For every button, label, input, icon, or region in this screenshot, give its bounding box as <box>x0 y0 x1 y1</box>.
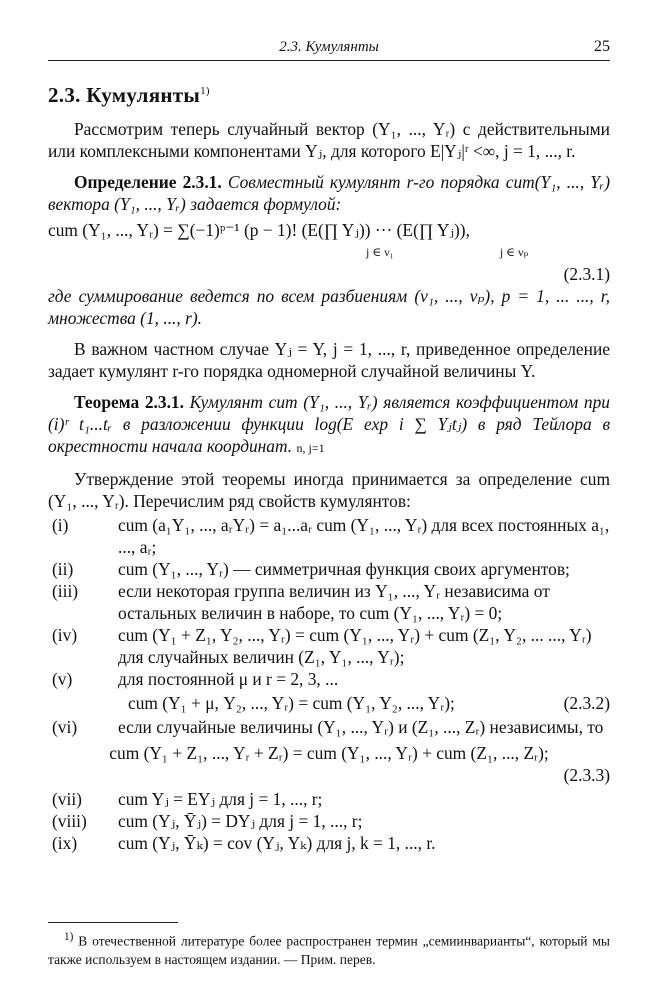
formula-2-3-3-line: cum (Y₁ + Z₁, ..., Yᵣ + Zᵣ) = cum (Y₁, ..., Yᵣ) + cum (Z₁, ..., Zᵣ); <box>109 743 549 763</box>
theorem-sum-bottom: j=1 <box>308 441 325 455</box>
property-item: (iv) cum (Y₁ + Z₁, Y₂, ..., Yᵣ) = cum (Y₁, ..., Yᵣ) + cum (Z₁, Y₂, ... ..., Yᵣ) для случайных величин (Z₁, Y₁, ..., Yᵣ); <box>52 625 592 667</box>
equation-number-2-3-3: (2.3.3) <box>563 765 610 785</box>
summation-note: где суммирование ведется по всем разбиениям (ν₁, ..., νₚ), p = 1, ... ..., r, множества (1, ..., r). <box>48 286 610 328</box>
footnote-rule <box>48 922 178 923</box>
property-item: (v) для постоянной μ и r = 2, 3, ... <box>52 669 339 689</box>
properties-intro: Утверждение этой теоремы иногда принимается за определение cum (Y₁, ..., Yᵣ). Перечислим ряд свойств кумулянтов: <box>48 469 610 511</box>
footnote-text: В отечественной литературе более распространен термин „семиинварианты“, который мы также используем в настоящем издании. — Прим. перев. <box>48 933 611 967</box>
footnote <box>48 928 610 969</box>
formula-2-3-2 <box>48 692 610 714</box>
theorem-sum-limits: n, j=1 <box>296 441 325 455</box>
footnote-marker: 1) <box>200 85 210 97</box>
intro-paragraph: Рассмотрим теперь случайный вектор (Y₁, ..., Yᵣ) с действительными или комплексными компонентами Yⱼ, для которого E|Yⱼ|ʳ <∞, j = 1, ..., r. <box>48 119 610 161</box>
property-item: (iii) если некоторая группа величин из Y₁, ..., Yᵣ независима от остальных величин в наборе, то cum (Y₁, ..., Yᵣ) = 0; <box>52 581 550 623</box>
equation-number-2-3-2: (2.3.2) <box>563 693 610 713</box>
definition-text: Совместный кумулянт r-го порядка cum(Y₁, ..., Yᵣ) вектора (Y₁, ..., Yᵣ) задается формулой: <box>48 172 610 214</box>
property-item: (i) cum (a₁Y₁, ..., aᵣYᵣ) = a₁...aᵣ cum (Y₁, ..., Yᵣ) для всех постоянных a₁, ..., aᵣ; <box>52 515 610 557</box>
formula-2-3-2-text: cum (Y₁ + μ, Y₂, ..., Yᵣ) = cum (Y₁, Y₂, ..., Yᵣ); <box>128 693 455 713</box>
definition-paragraph <box>48 171 610 215</box>
property-item: (ix) cum (Yⱼ, Ȳₖ) = cov (Yⱼ, Yₖ) для j, k = 1, ..., r. <box>52 833 436 853</box>
properties-list <box>48 514 610 690</box>
formula-2-3-1 <box>48 219 610 285</box>
theorem-paragraph <box>48 391 610 459</box>
property-vi <box>48 716 610 738</box>
formula-sub-1: j ∈ ν₁ <box>366 245 394 259</box>
running-head <box>48 36 610 58</box>
header-rule <box>48 60 610 61</box>
footnote-marker-bottom: 1) <box>64 931 74 943</box>
formula-2-3-1-line: cum (Y₁, ..., Yᵣ) = ∑(−1)ᵖ⁻¹ (p − 1)! (E(∏ Yⱼ)) ··· (E(∏ Yⱼ)), <box>48 220 470 240</box>
definition-label: Определение 2.3.1. <box>74 172 222 192</box>
property-item: (vii) cum Yⱼ = EYⱼ для j = 1, ..., r; <box>52 789 323 809</box>
properties-tail-list <box>48 788 610 854</box>
theorem-sum-top: n <box>296 441 303 455</box>
page-number: 25 <box>594 38 610 55</box>
property-item: (ii) cum (Y₁, ..., Yᵣ) — симметричная функция своих аргументов; <box>52 559 570 579</box>
formula-sub-2: j ∈ νₚ <box>499 245 529 259</box>
theorem-text: Кумулянт cum (Y₁, ..., Yᵣ) является коэффициентом при (i)ʳ t₁...tᵣ в разложении функции log(E exp i ∑ Yⱼtⱼ) в ряд Тейлора в окрестности начала координат. <box>48 392 610 456</box>
formula-2-3-3 <box>48 742 610 786</box>
equation-number-2-3-1: (2.3.1) <box>563 264 610 284</box>
formula-2-3-1-subscripts <box>48 241 610 263</box>
property-item: (viii) cum (Yⱼ, Ȳⱼ) = DYⱼ для j = 1, ..., r; <box>52 811 363 831</box>
running-title: 2.3. Кумулянты <box>279 39 379 55</box>
section-title: 2.3. Кумулянты$^{1)}$ <box>48 83 210 107</box>
page-body <box>48 118 610 854</box>
theorem-label: Теорема 2.3.1. <box>74 392 184 412</box>
special-case-paragraph: В важном частном случае Yⱼ = Y, j = 1, ..., r, приведенное определение задает кумулянт r-го порядка одномерной случайной величины Y. <box>48 339 610 381</box>
property-item: (vi) если случайные величины (Y₁, ..., Yᵣ) и (Z₁, ..., Zᵣ) независимы, то <box>52 717 604 737</box>
